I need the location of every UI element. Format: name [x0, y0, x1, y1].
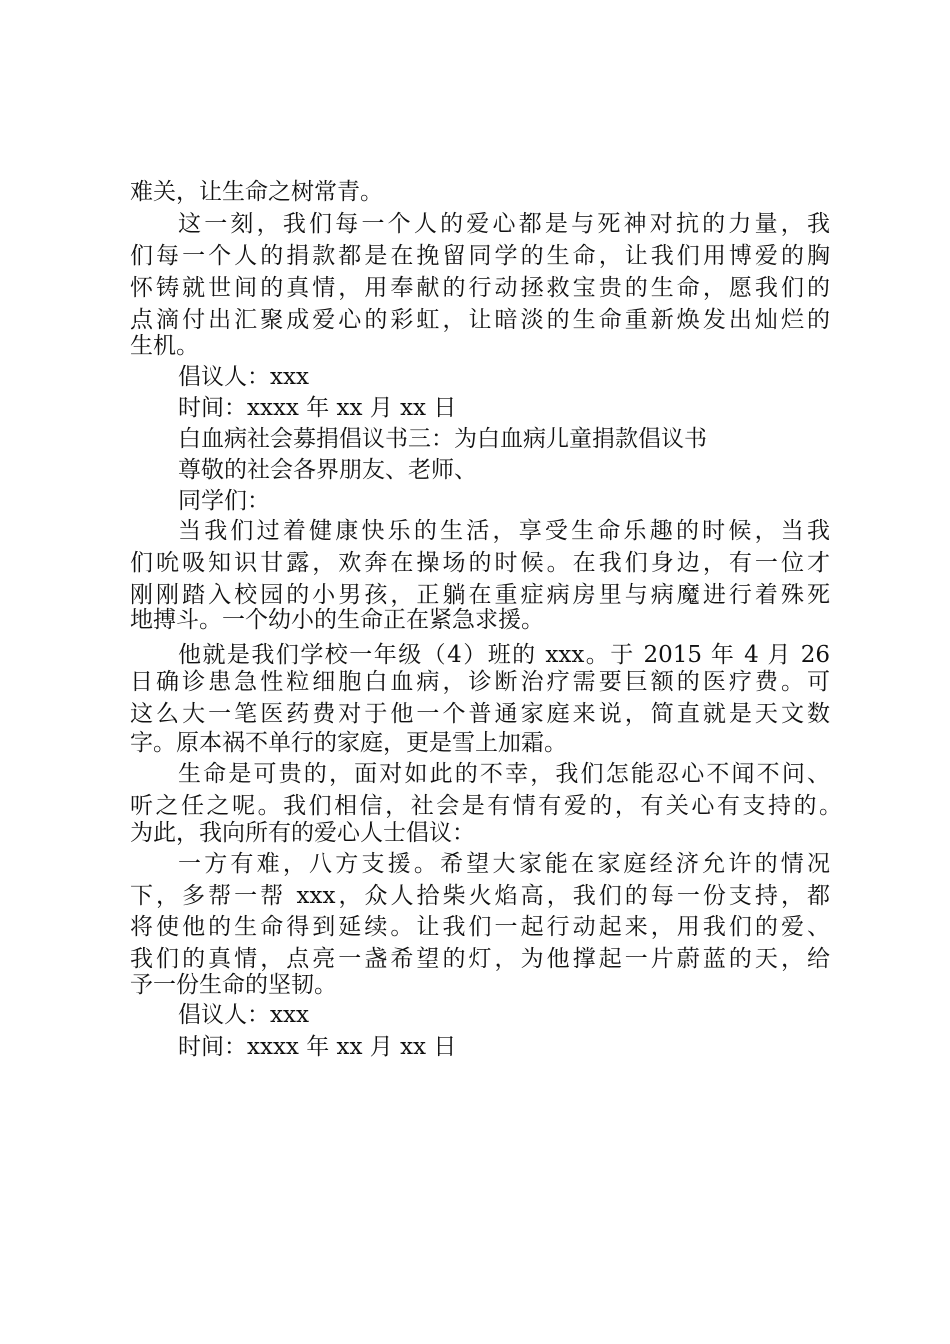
text-line: 予一份生命的坚韧。 [130, 972, 337, 998]
signer-line: 倡议人：xxx [178, 364, 309, 390]
text-line: 生命是可贵的，面对如此的不幸，我们怎能忍心不闻不问、 [178, 761, 830, 787]
date-line: 时间：xxxx 年 xx 月 xx 日 [178, 395, 457, 421]
text-line: 字。原本祸不单行的家庭，更是雪上加霜。 [130, 730, 567, 756]
text-line: 为此，我向所有的爱心人士倡议： [130, 820, 475, 846]
salutation-line: 同学们： [178, 488, 270, 514]
signer-line: 倡议人：xxx [178, 1002, 309, 1028]
text-line: 们吮吸知识甘露，欢奔在操场的时候。在我们身边，有一位才 [130, 550, 830, 576]
section-heading: 白血病社会募捐倡议书三：为白血病儿童捐款倡议书 [178, 426, 707, 452]
salutation-line: 尊敬的社会各界朋友、老师、 [178, 457, 477, 483]
text-line: 下，多帮一帮 xxx，众人拾柴火焰高，我们的每一份支持，都 [130, 883, 830, 909]
text-line: 他就是我们学校一年级（4）班的 xxx。于 2015 年 4 月 26 [178, 642, 830, 668]
text-line: 这么大一笔医药费对于他一个普通家庭来说，简直就是天文数 [130, 701, 830, 727]
text-line: 地搏斗。一个幼小的生命正在紧急求援。 [130, 607, 544, 633]
text-line: 生机。 [130, 333, 199, 359]
text-line: 日确诊患急性粒细胞白血病，诊断治疗需要巨额的医疗费。可 [130, 669, 830, 695]
text-line: 当我们过着健康快乐的生活，享受生命乐趣的时候，当我 [178, 518, 830, 544]
text-line: 难关，让生命之树常青。 [130, 179, 383, 205]
text-line: 们每一个人的捐款都是在挽留同学的生命，让我们用博爱的胸 [130, 243, 830, 269]
text-line: 点滴付出汇聚成爱心的彩虹，让暗淡的生命重新焕发出灿烂的 [130, 307, 830, 333]
text-line: 将使他的生命得到延续。让我们一起行动起来，用我们的爱、 [130, 914, 830, 940]
date-line: 时间：xxxx 年 xx 月 xx 日 [178, 1034, 457, 1060]
text-line: 我们的真情，点亮一盏希望的灯，为他撑起一片蔚蓝的天，给 [130, 946, 830, 972]
text-line: 一方有难，八方支援。希望大家能在家庭经济允许的情况 [178, 851, 830, 877]
text-line: 听之任之呢。我们相信，社会是有情有爱的，有关心有支持的。 [130, 793, 842, 819]
text-line: 怀铸就世间的真情，用奉献的行动拯救宝贵的生命，愿我们的 [130, 275, 830, 301]
text-line: 这一刻，我们每一个人的爱心都是与死神对抗的力量，我 [178, 211, 830, 237]
text-line: 刚刚踏入校园的小男孩，正躺在重症病房里与病魔进行着殊死 [130, 582, 830, 608]
